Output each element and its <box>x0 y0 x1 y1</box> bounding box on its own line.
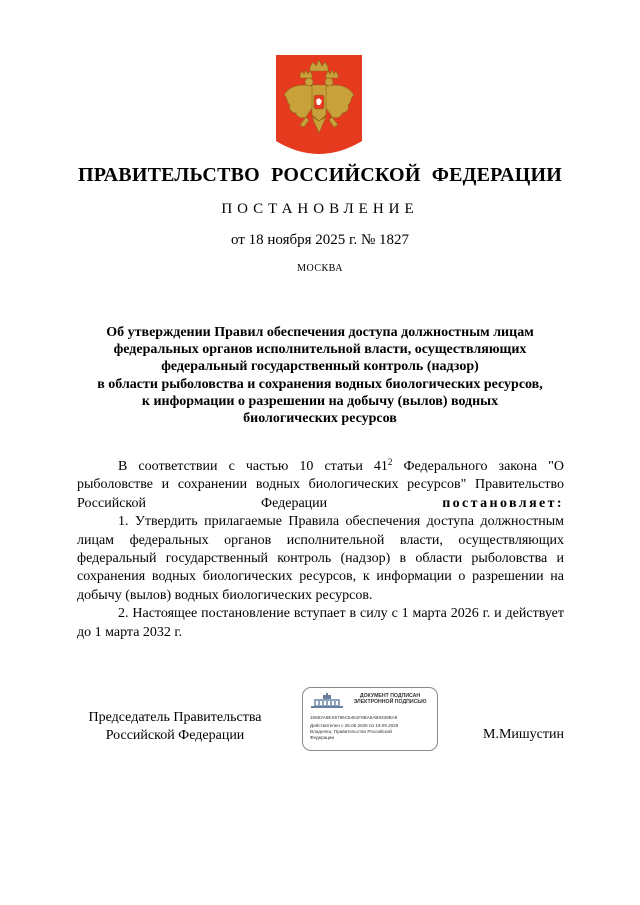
government-building-icon <box>310 693 344 709</box>
stamp-validity: Действителен с 26.06.2025 по 19.09.2026 <box>310 723 399 728</box>
signatory-name: М.Мишустин <box>483 727 564 742</box>
stamp-title-line: ДОКУМЕНТ ПОДПИСАН <box>359 693 421 699</box>
article-superscript: 2 <box>387 457 393 467</box>
stamp-owner: Владелец: Правительство Российской <box>310 729 392 734</box>
subject-line: федеральный государственный контроль (надзор) <box>161 359 479 375</box>
document-body <box>77 458 564 642</box>
decree-word: постановляет: <box>442 495 564 511</box>
russian-coat-of-arms-icon <box>276 55 362 155</box>
document-city: МОСКВА <box>297 263 343 274</box>
position-line: Председатель Правительства <box>88 710 262 725</box>
electronic-signature-stamp <box>302 687 438 751</box>
organization-title: ПРАВИТЕЛЬСТВО РОССИЙСКОЙ ФЕДЕРАЦИИ <box>78 164 562 186</box>
stamp-title <box>345 693 435 706</box>
stamp-title-line: ЭЛЕКТРОННОЙ ПОДПИСЬЮ <box>353 699 427 706</box>
subject-line: к информации о разрешении на добычу (вылов) водных <box>141 393 499 409</box>
subject-line: биологических ресурсов <box>243 411 397 427</box>
document-date-number: от 18 ноября 2025 г. № 1827 <box>230 232 410 248</box>
body-paragraph-1: 1. Утвердить прилагаемые Правила обеспечения доступа должностным лицам федеральных органов исполнительной власти, осуществляющих федеральный государственный контроль (надзор) в области рыболовства и сохранения водных биологических ресурсов, к информации о разрешении на добычу (вылов) водных биологических ресурсов. <box>77 514 564 603</box>
preamble-text: В соответствии с частью 10 статьи 41 <box>118 459 388 474</box>
document-type: ПОСТАНОВЛЕНИЕ <box>221 201 419 217</box>
subject-line: в области рыболовства и сохранения водных биологических ресурсов, <box>97 376 543 392</box>
position-line: Российской Федерации <box>105 728 245 744</box>
preamble-text-cont: Федерального закона "О рыболовстве и сохранении водных биологических ресурсов" Правительство Российской Федерации <box>77 459 565 511</box>
subject-line: федеральных органов исполнительной власти, осуществляющих <box>113 342 527 358</box>
document-subject <box>60 324 580 427</box>
body-paragraph-2: 2. Настоящее постановление вступает в силу с 1 марта 2026 г. и действует до 1 марта 2032 г. <box>77 606 564 640</box>
body-paragraph-preamble <box>77 458 564 513</box>
stamp-certificate: 16662A8EX6795C5451F8BA5AB8338BA9 <box>310 715 398 720</box>
stamp-owner: Федерации <box>310 735 335 740</box>
signatory-position <box>60 709 290 746</box>
subject-line: Об утверждении Правил обеспечения доступа должностным лицам <box>106 325 534 340</box>
